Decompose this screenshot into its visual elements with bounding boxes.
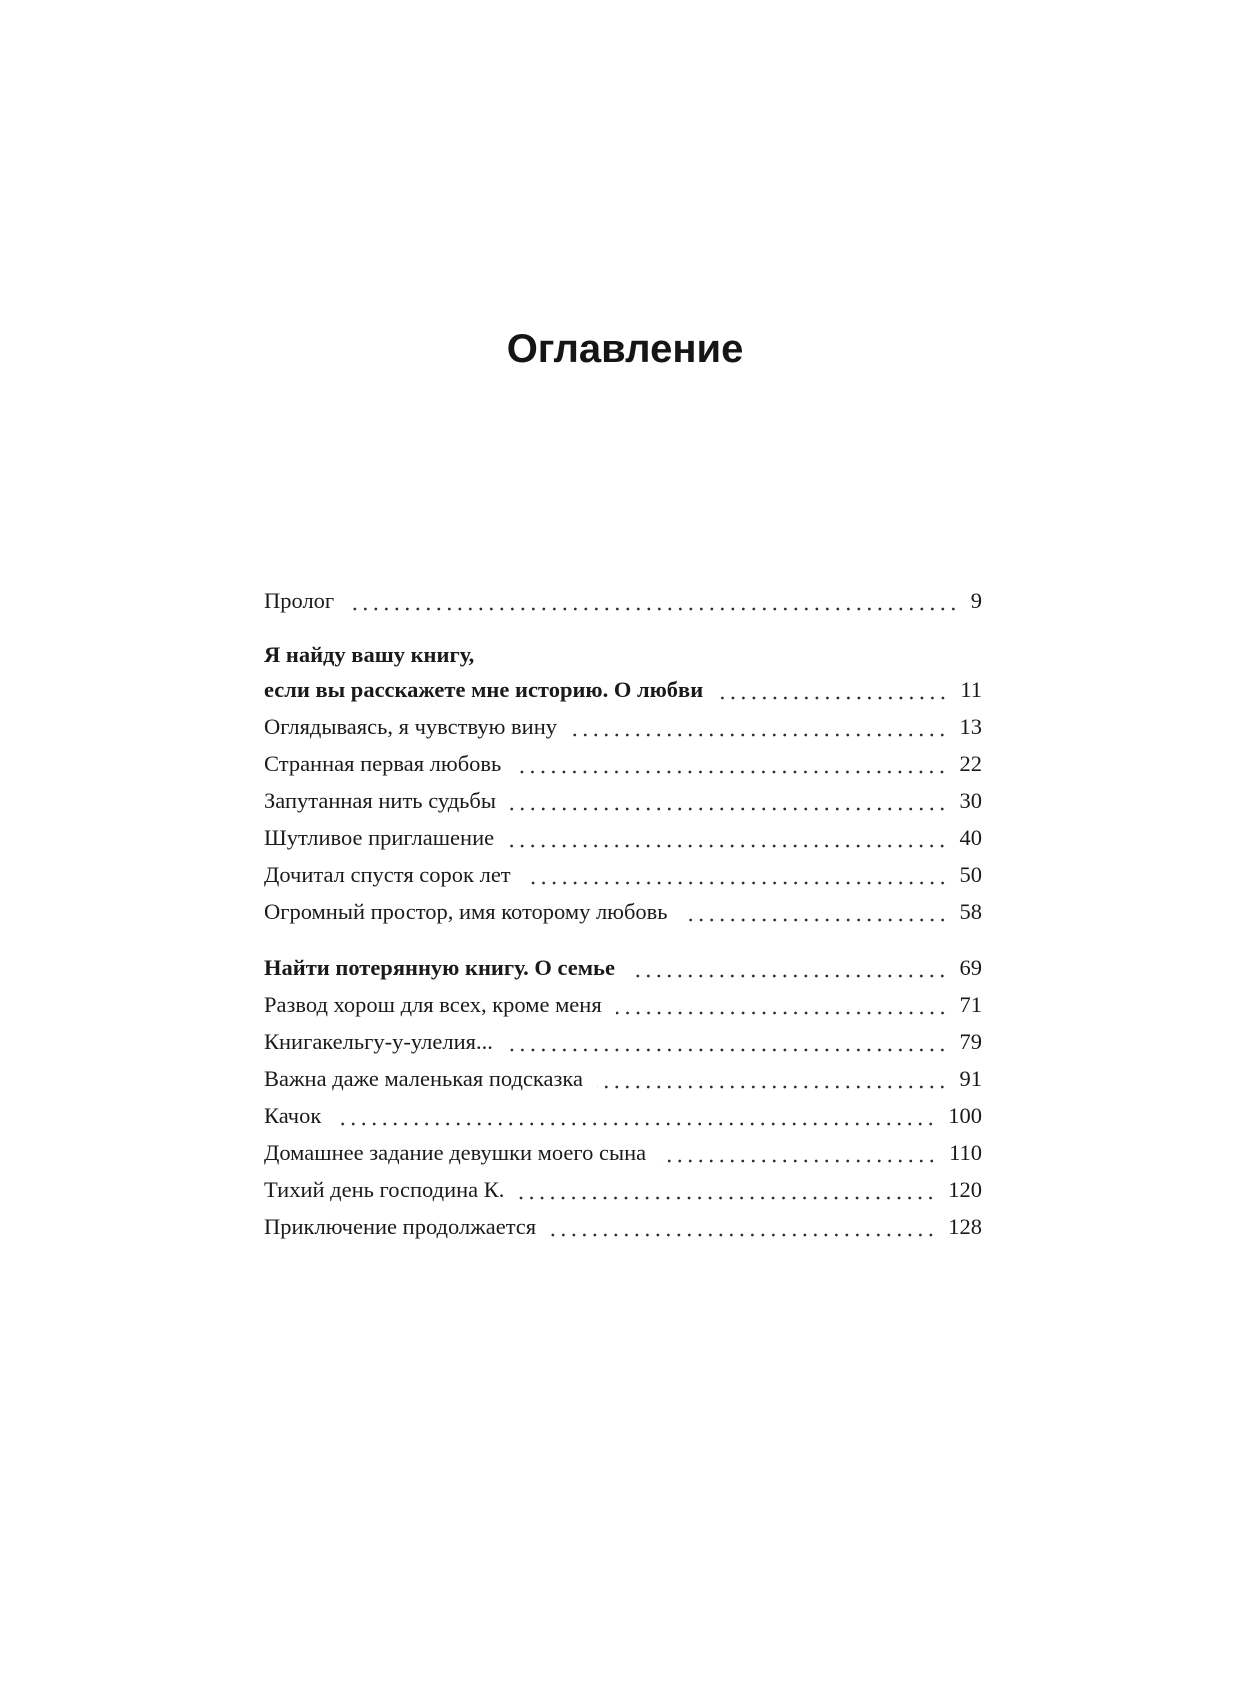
dot-leader (510, 793, 948, 816)
toc-entry-label: Важна даже маленькая подсказка (264, 1066, 583, 1091)
toc-page-number: 110 (949, 1140, 982, 1165)
toc-entry-label: Развод хорош для всех, кроме меня (264, 992, 602, 1017)
toc-page-number: 71 (959, 992, 982, 1017)
dot-leader (508, 830, 947, 853)
toc-part-2 (264, 949, 982, 1245)
toc-entry-label: Пролог (264, 588, 335, 613)
toc-page-number: 128 (948, 1214, 982, 1239)
toc-page-number: 40 (959, 825, 982, 850)
toc-part-1-heading[interactable] (264, 671, 982, 708)
toc-entry-label: Качок (264, 1103, 322, 1128)
toc-page-number: 13 (959, 714, 982, 739)
toc-page-number: 22 (959, 751, 982, 776)
dot-leader (682, 904, 948, 927)
toc-entry[interactable] (264, 1060, 982, 1097)
toc-part-2-heading[interactable] (264, 949, 982, 986)
toc-entry[interactable] (264, 745, 982, 782)
dot-leader (660, 1145, 937, 1168)
toc-page-number: 69 (959, 955, 982, 980)
toc-entry[interactable] (264, 1171, 982, 1208)
toc-entry-prologue[interactable] (264, 582, 982, 619)
toc-page-number: 11 (960, 677, 982, 702)
toc-page-number: 79 (959, 1029, 982, 1054)
dot-leader (571, 719, 948, 742)
toc-prologue-section (264, 582, 982, 619)
toc-entry[interactable] (264, 893, 982, 930)
toc-entry[interactable] (264, 782, 982, 819)
toc-entry[interactable] (264, 1023, 982, 1060)
dot-leader (507, 1034, 948, 1057)
toc-entry-label: Приключение продолжается (264, 1214, 537, 1239)
toc-entry[interactable] (264, 819, 982, 856)
toc-entry[interactable] (264, 856, 982, 893)
toc-entry-label: Тихий день господина К. (264, 1177, 505, 1202)
toc-page-number: 91 (959, 1066, 982, 1091)
dot-leader (616, 997, 948, 1020)
dot-leader (525, 867, 948, 890)
toc-entry-label: Дочитал спустя сорок лет (264, 862, 511, 887)
toc-entry-label: Запутанная нить судьбы (264, 788, 496, 813)
toc-entry[interactable] (264, 1208, 982, 1245)
part-2-title: Найти потерянную книгу. О семье (264, 955, 615, 980)
toc-page-number: 100 (948, 1103, 982, 1128)
toc-page-number: 9 (970, 588, 982, 613)
toc-entry[interactable] (264, 1097, 982, 1134)
dot-leader (550, 1219, 936, 1242)
toc-page-number: 50 (959, 862, 982, 887)
page-title: Оглавление (506, 327, 744, 371)
toc-entry-label: Огромный простор, имя которому любовь (264, 899, 668, 924)
dot-leader (717, 682, 948, 705)
part-1-title-line-2: если вы расскажете мне историю. О любви (264, 677, 704, 702)
toc-page-number: 30 (959, 788, 982, 813)
dot-leader (629, 960, 948, 983)
toc-entry[interactable] (264, 986, 982, 1023)
toc-entry-label: Странная первая любовь (264, 751, 502, 776)
table-of-contents (264, 582, 982, 1245)
dot-leader (515, 756, 947, 779)
toc-page-number: 58 (959, 899, 982, 924)
toc-entry[interactable] (264, 708, 982, 745)
dot-leader (597, 1071, 948, 1094)
toc-entry-label: Домашнее задание девушки моего сына (264, 1140, 647, 1165)
toc-entry-label: Книгакельгу-у-улелия... (264, 1029, 493, 1054)
toc-part-1 (264, 638, 982, 930)
dot-leader (518, 1182, 936, 1205)
toc-page-number: 120 (948, 1177, 982, 1202)
toc-entry-label: Оглядываясь, я чувствую вину (264, 714, 557, 739)
toc-entry-label: Шутливое приглашение (264, 825, 495, 850)
toc-entry[interactable] (264, 1134, 982, 1171)
dot-leader (348, 593, 959, 616)
dot-leader (335, 1108, 936, 1131)
part-1-title-line-1: Я найду вашу книгу, (264, 642, 475, 667)
